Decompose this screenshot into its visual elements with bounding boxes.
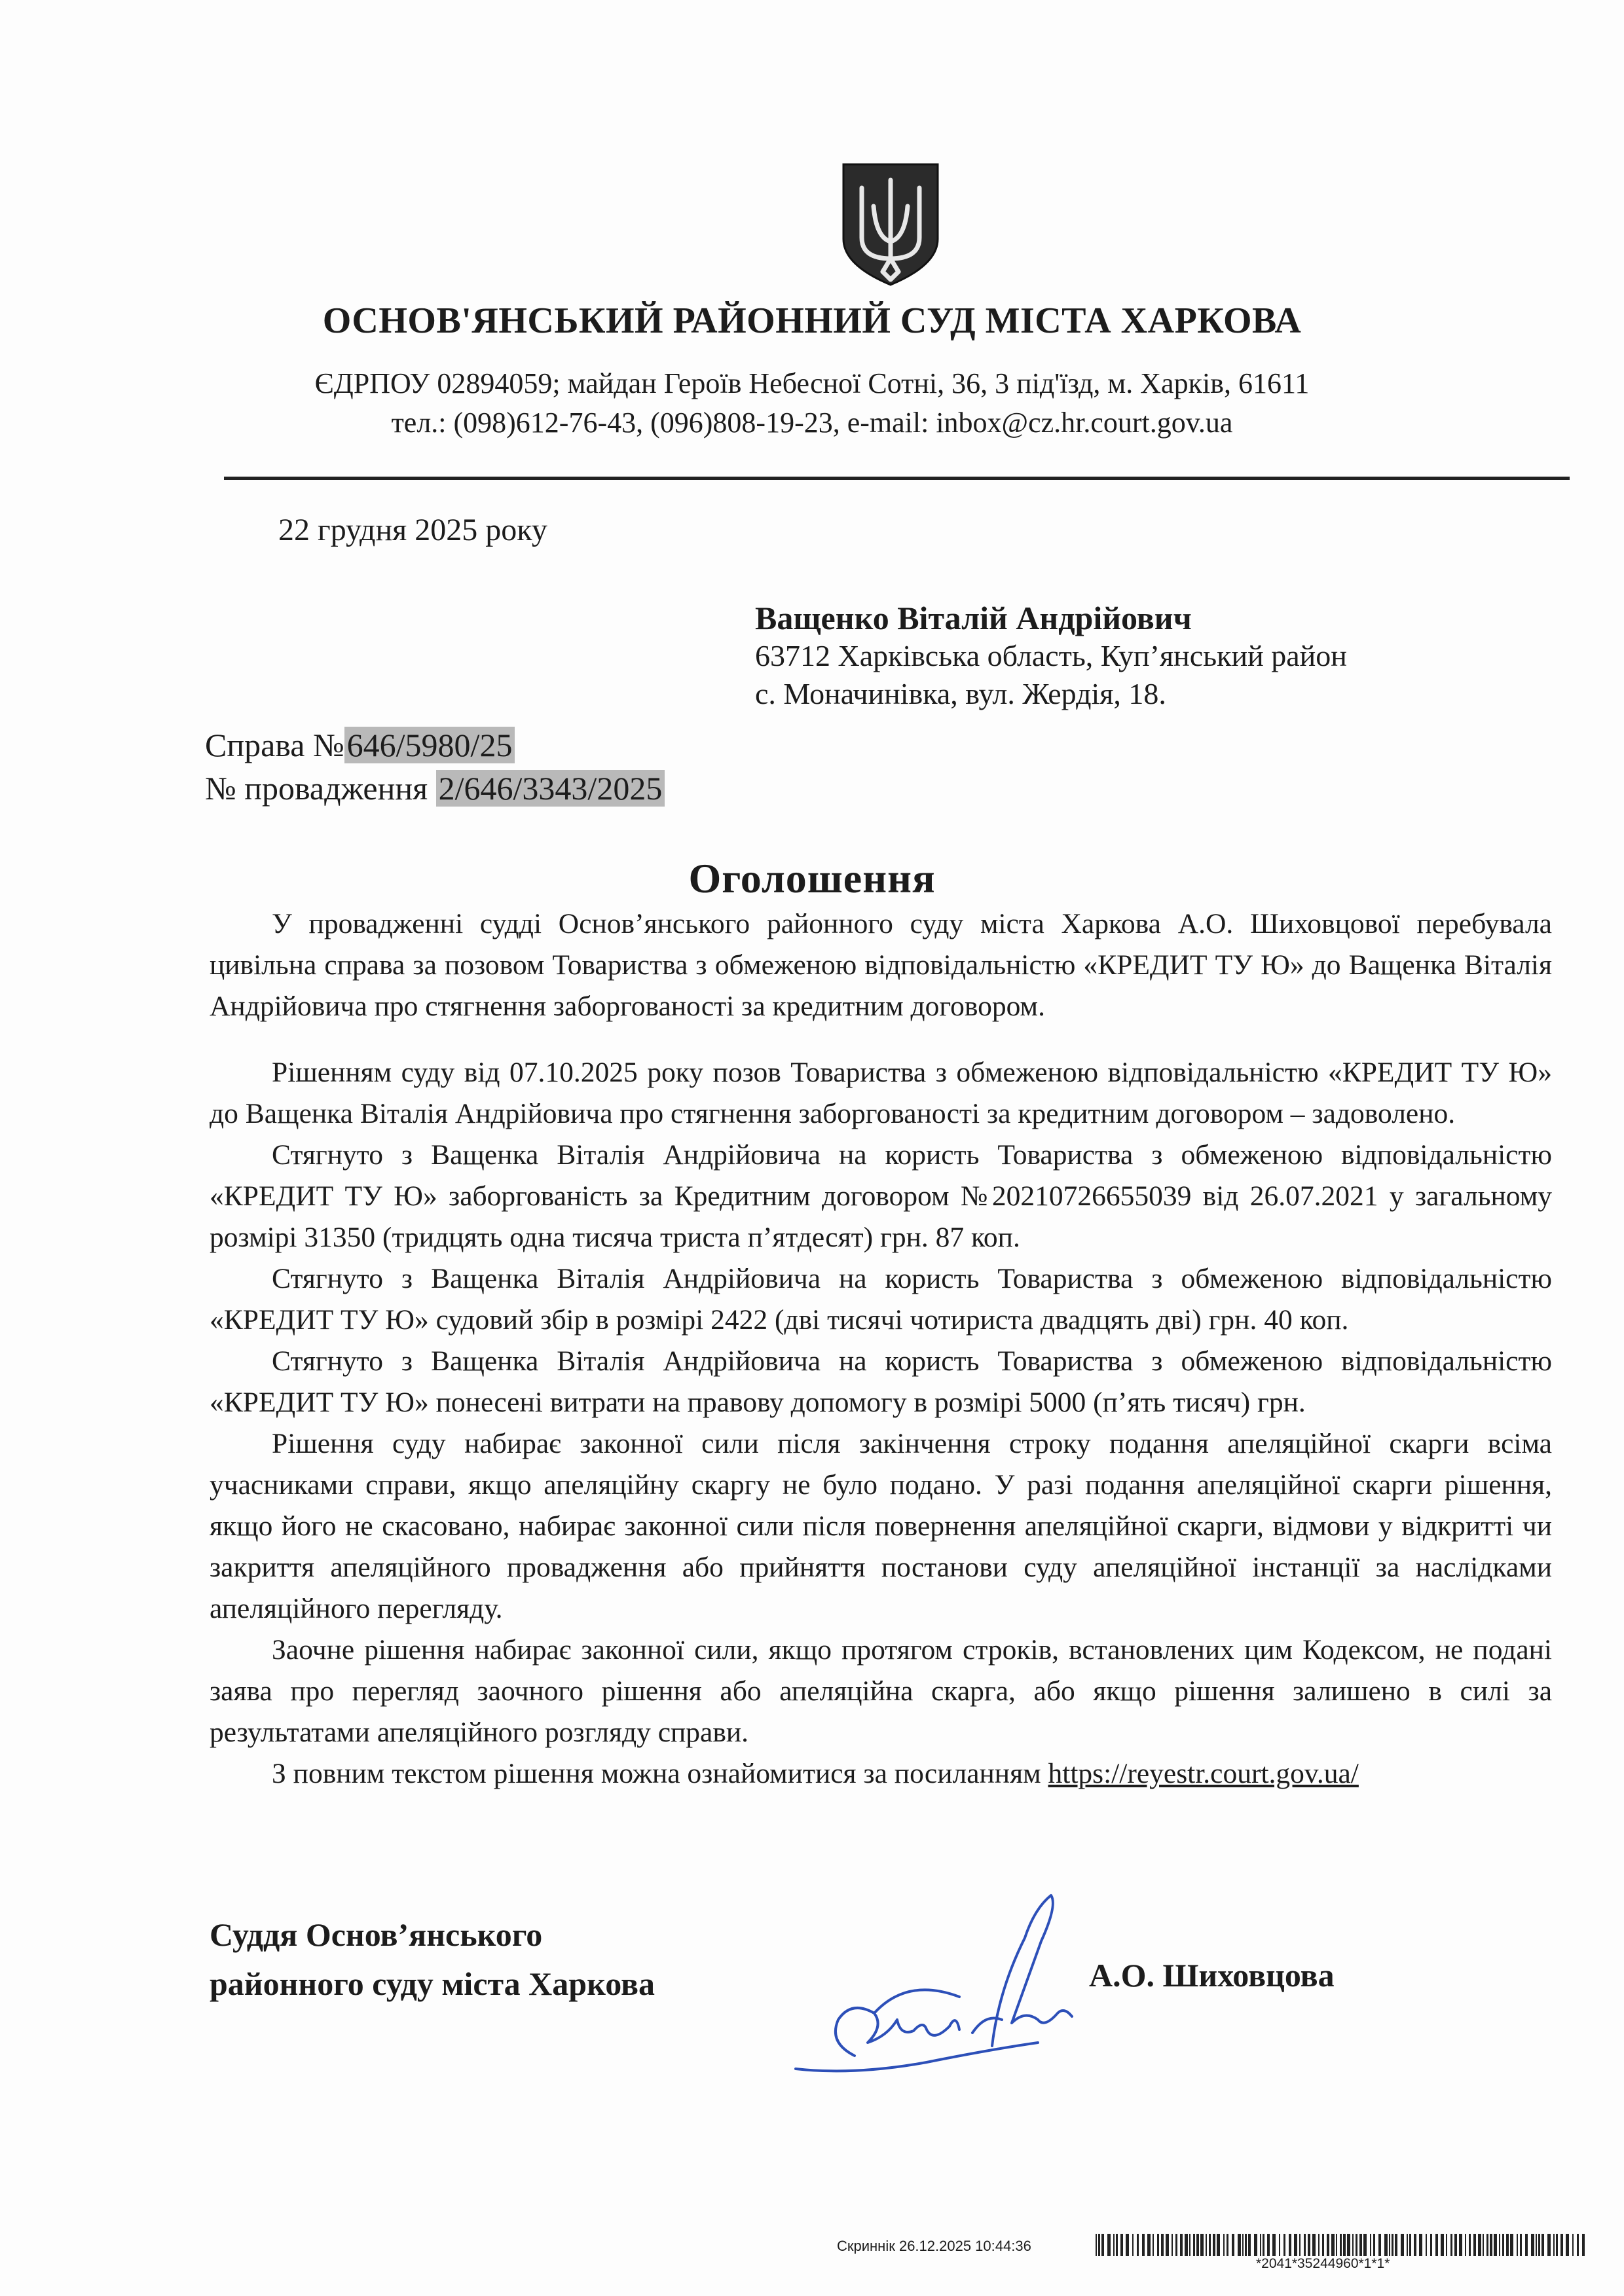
- barcode-bar: [1356, 2234, 1357, 2256]
- barcode-bar: [1395, 2234, 1397, 2256]
- judge-title-line2: районного суду міста Харкова: [210, 1965, 655, 2002]
- barcode-bar: [1166, 2234, 1169, 2256]
- scan-stamp: [837, 2234, 1590, 2273]
- barcode-number: *2041*35244960*1*1*: [1256, 2256, 1390, 2271]
- barcode-bar: [1260, 2234, 1261, 2256]
- recipient-block: [755, 599, 1347, 713]
- barcode-icon: [1096, 2234, 1590, 2256]
- barcode-bar: [1478, 2234, 1481, 2256]
- barcode-bar: [1120, 2234, 1123, 2256]
- document-title: Оголошення: [688, 855, 936, 902]
- barcode-bar: [1483, 2234, 1484, 2256]
- barcode-bar: [1227, 2234, 1228, 2256]
- barcode-bar: [1566, 2234, 1569, 2256]
- case-label: Справа №: [205, 727, 344, 763]
- paragraph-legal-aid: Стягнуто з Ващенка Віталія Андрійовича на користь Товариства з обмеженою відповідальністю «КРЕДИТ ТУ Ю» понесені витрати на правову допомогу в розмірі 5000 (п’ять тисяч) грн.: [210, 1345, 1552, 1418]
- barcode-bar: [1180, 2234, 1183, 2256]
- barcode-bar: [1553, 2234, 1555, 2256]
- barcode-bar: [1213, 2234, 1215, 2256]
- barcode-bar: [1473, 2234, 1476, 2256]
- barcode-bar: [1153, 2234, 1154, 2256]
- paragraph-debt: Стягнуто з Ващенка Віталія Андрійовича на користь Товариства з обмеженою відповідальністю «КРЕДИТ ТУ Ю» заборгованість за Кредитним договором №20210726655039 від 26.07.2021 у загальному розмірі 31350 (тридцять одна тисяча триста п’ятдесят) грн. 87 коп.: [210, 1139, 1552, 1253]
- recipient-address-line2: с. Моначинівка, вул. Жердія, 18.: [755, 677, 1166, 710]
- barcode-bar: [1347, 2234, 1350, 2256]
- barcode-bar: [1582, 2234, 1585, 2256]
- barcode-bar: [1441, 2234, 1444, 2256]
- barcode-bar: [1312, 2234, 1316, 2256]
- barcode-bar: [1242, 2234, 1244, 2256]
- barcode-bar: [1238, 2234, 1241, 2256]
- paragraph-court-fee: Стягнуто з Ващенка Віталія Андрійовича на користь Товариства з обмеженою відповідальністю «КРЕДИТ ТУ Ю» судовий збір в розмірі 2422 (дві тисячі чотириста двадцять дві) грн. 40 коп.: [210, 1263, 1552, 1336]
- case-number: 646/5980/25: [344, 727, 515, 763]
- barcode-bar: [1465, 2234, 1466, 2256]
- barcode-bar: [1132, 2234, 1134, 2256]
- barcode-bar: [1520, 2234, 1522, 2256]
- barcode-bar: [1499, 2234, 1500, 2256]
- barcode-bar: [1232, 2234, 1234, 2256]
- paragraph-default-judgment: Заочне рішення набирає законної сили, якщо протягом строків, встановлених цим Кодексом, не подані заява про перегляд заочного рішення або апеляційна скарга, або якщо рішення залишено в силі за результатами апеляційного розгляду справи.: [210, 1634, 1552, 1748]
- recipient-name: Ващенко Віталій Андрійович: [755, 600, 1192, 636]
- barcode-bar: [1506, 2234, 1509, 2256]
- barcode-bar: [1126, 2234, 1129, 2256]
- barcode-bar: [1116, 2234, 1118, 2256]
- barcode-bar: [1206, 2234, 1207, 2256]
- recipient-address-line1: 63712 Харківська область, Куп’янський район: [755, 639, 1347, 672]
- barcode-bar: [1541, 2234, 1544, 2256]
- barcode-bar: [1459, 2234, 1462, 2256]
- barcode-bar: [1373, 2234, 1375, 2256]
- header-divider: [224, 477, 1570, 480]
- barcode-bar: [1263, 2234, 1264, 2256]
- barcode-bar: [1359, 2234, 1362, 2256]
- barcode-bar: [1352, 2234, 1354, 2256]
- barcode-bar: [1384, 2234, 1388, 2256]
- barcode-bar: [1327, 2234, 1329, 2256]
- court-name: ОСНОВ'ЯНСЬКИЙ РАЙОННИЙ СУД МІСТА ХАРКОВА: [322, 301, 1302, 341]
- court-address: ЄДРПОУ 02894059; майдан Героїв Небесної Сотні, 36, 3 під'їзд, м. Харків, 61611: [314, 367, 1310, 399]
- barcode-bar: [1157, 2234, 1159, 2256]
- barcode-bar: [1267, 2234, 1270, 2256]
- barcode-bar: [1446, 2234, 1447, 2256]
- barcode-bar: [1272, 2234, 1276, 2256]
- barcode-bar: [1490, 2234, 1492, 2256]
- barcode-bar: [1525, 2234, 1528, 2256]
- barcode-bar: [1343, 2234, 1346, 2256]
- proceeding-number: 2/646/3343/2025: [436, 770, 665, 807]
- scan-info: Скриннік 26.12.2025 10:44:36: [837, 2238, 1031, 2254]
- paragraph-proceeding: У провадженні судді Основ’янського районного суду міста Харкова А.О. Шиховцової перебувала цивільна справа за позовом Товариства з обмеженою відповідальністю «КРЕДИТ ТУ Ю» до Ващенка Віталія Андрійовича про стягнення заборгованості за кредитним договором.: [210, 908, 1552, 1022]
- barcode-bar: [1419, 2234, 1422, 2256]
- barcode-bar: [1401, 2234, 1404, 2256]
- barcode-bar: [1414, 2234, 1416, 2256]
- handwritten-signature: [776, 1879, 1130, 2082]
- barcode-bar: [1538, 2234, 1540, 2256]
- barcode-bar: [1389, 2234, 1390, 2256]
- barcode-bar: [1142, 2234, 1145, 2256]
- registry-link[interactable]: https://reyestr.court.gov.ua/: [1048, 1758, 1359, 1789]
- barcode-bar: [1407, 2234, 1408, 2256]
- barcode-bar: [1486, 2234, 1488, 2256]
- announcement-body: [210, 903, 1552, 1795]
- barcode-bar: [1426, 2234, 1427, 2256]
- barcode-bar: [1223, 2234, 1225, 2256]
- barcode-bar: [1175, 2234, 1177, 2256]
- barcode-bar: [1430, 2234, 1432, 2256]
- barcode-bar: [1531, 2234, 1534, 2256]
- barcode-bar: [1469, 2234, 1471, 2256]
- barcode-bar: [1196, 2234, 1199, 2256]
- barcode-bar: [1577, 2234, 1579, 2256]
- barcode-bar: [1517, 2234, 1518, 2256]
- barcode-bar: [1113, 2234, 1115, 2256]
- barcode-bar: [1283, 2234, 1285, 2256]
- barcode-bar: [1435, 2234, 1438, 2256]
- barcode-bar: [1502, 2234, 1504, 2256]
- paragraph-decision: Рішенням суду від 07.10.2025 року позов Товариства з обмеженою відповідальністю «КРЕДИТ ТУ Ю» до Ващенка Віталія Андрійовича про стягнення заборгованості за кредитним договором – задоволено.: [210, 1057, 1552, 1129]
- barcode-bar: [1378, 2234, 1381, 2256]
- barcode-bar: [1494, 2234, 1497, 2256]
- barcode-bar: [1336, 2234, 1337, 2256]
- barcode-bar: [1547, 2234, 1551, 2256]
- barcode-bar: [1340, 2234, 1342, 2256]
- coat-of-arms-icon: [838, 160, 943, 288]
- barcode-bar: [1294, 2234, 1297, 2256]
- barcode-bar: [1308, 2234, 1310, 2256]
- barcode-bar: [1363, 2234, 1367, 2256]
- court-contacts: тел.: (098)612-76-43, (096)808-19-23, e-mail: inbox@cz.hr.court.gov.ua: [391, 407, 1233, 439]
- barcode-bar: [1245, 2234, 1247, 2256]
- barcode-bar: [1331, 2234, 1335, 2256]
- barcode-bar: [1107, 2234, 1111, 2256]
- barcode-bar: [1318, 2234, 1320, 2256]
- barcode-bar: [1289, 2234, 1291, 2256]
- barcode-bar: [1392, 2234, 1393, 2256]
- barcode-bar: [1147, 2234, 1151, 2256]
- case-info: [205, 723, 665, 810]
- barcode-bar: [1200, 2234, 1204, 2256]
- barcode-bar: [1217, 2234, 1220, 2256]
- paragraph-full-text: [210, 1753, 1552, 1795]
- full-text-label: З повним текстом рішення можна ознайомитися за посиланням: [272, 1758, 1048, 1789]
- paragraph-effect: Рішення суду набирає законної сили після закінчення строку подання апеляційної скарги всіма учасниками справи, якщо апеляційну скаргу не було подано. У разі подання апеляційної скарги рішення, якщо його не скасовано, набирає законної сили після повернення апеляційної скарги, відмови у відкритті чи закриття апеляційного провадження або прийняття постанови суду апеляційної інстанції за наслідками апеляційного перегляду.: [210, 1428, 1552, 1624]
- barcode-bar: [1161, 2234, 1164, 2256]
- barcode-bar: [1209, 2234, 1211, 2256]
- barcode-bar: [1572, 2234, 1574, 2256]
- document-date: 22 грудня 2025 року: [278, 513, 547, 547]
- barcode-bar: [1556, 2234, 1558, 2256]
- barcode-bar: [1254, 2234, 1257, 2256]
- barcode-bar: [1450, 2234, 1452, 2256]
- barcode-bar: [1137, 2234, 1139, 2256]
- barcode-bar: [1322, 2234, 1324, 2256]
- barcode-bar: [1101, 2234, 1104, 2256]
- judge-title-line1: Суддя Основ’янського: [210, 1916, 543, 1953]
- barcode-bar: [1189, 2234, 1190, 2256]
- proceeding-label: № провадження: [205, 770, 436, 807]
- barcode-bar: [1096, 2234, 1097, 2256]
- barcode-bar: [1560, 2234, 1563, 2256]
- judge-title: [210, 1910, 655, 2009]
- barcode-bar: [1279, 2234, 1280, 2256]
- barcode-bar: [1536, 2234, 1537, 2256]
- barcode-bar: [1185, 2234, 1188, 2256]
- barcode-bar: [1510, 2234, 1513, 2256]
- judge-name: А.О. Шиховцова: [1089, 1957, 1335, 1994]
- barcode-bar: [1299, 2234, 1301, 2256]
- barcode-bar: [1193, 2234, 1195, 2256]
- barcode-bar: [1248, 2234, 1251, 2256]
- barcode-bar: [1409, 2234, 1411, 2256]
- barcode-bar: [1370, 2234, 1371, 2256]
- barcode-bar: [1098, 2234, 1100, 2256]
- barcode-bar: [1304, 2234, 1306, 2256]
- barcode-bar: [1454, 2234, 1457, 2256]
- barcode-bar: [1172, 2234, 1173, 2256]
